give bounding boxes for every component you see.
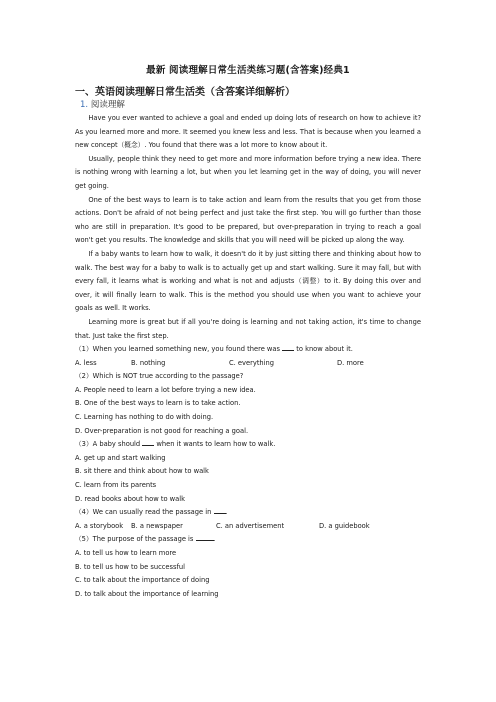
question-label: 阅读理解 bbox=[90, 100, 125, 110]
paragraph: Usually, people think they need to get more and more information before trying a new idea. There is nothing wrong with learning a lot, but when you let learning get in the way of doing, you will never get going. bbox=[75, 154, 421, 190]
question-header bbox=[80, 98, 125, 110]
option: B. nothing bbox=[131, 358, 166, 367]
question-stem: （5）The purpose of the passage is . bbox=[75, 535, 216, 544]
option: C. learn from its parents bbox=[75, 481, 157, 490]
passage-body bbox=[75, 112, 421, 601]
answer-blank bbox=[214, 507, 226, 514]
option: D. a guidebook bbox=[319, 521, 370, 530]
option: B. a newspaper bbox=[131, 521, 183, 530]
answer-blank bbox=[282, 344, 294, 351]
option: A. less bbox=[75, 358, 97, 367]
paragraph: Learning more is great but if all you're doing is learning and not taking action, it's time to change that. Just take the first step. bbox=[75, 317, 421, 340]
option: B. sit there and think about how to walk bbox=[75, 467, 209, 476]
option: B. One of the best ways to learn is to take action. bbox=[75, 399, 241, 408]
answer-blank bbox=[196, 534, 214, 541]
options-row bbox=[75, 520, 421, 534]
options-row bbox=[75, 357, 421, 371]
option: D. read books about how to walk bbox=[75, 494, 185, 503]
paragraph: Have you ever wanted to achieve a goal and ended up doing lots of research on how to achieve it? As you learned more and more. It seemed you knew less and less. That is because when you learned a new concept（概念）. You found that there was a lot more to know about it. bbox=[75, 114, 421, 150]
answer-blank bbox=[142, 439, 154, 446]
paragraph: If a baby wants to learn how to walk, it doesn't do it by just sitting there and thinking about how to walk. The best way for a baby to walk is to actually get up and start walking. Sure it may fall, but with every fall, it learns what is working and what is not and adjusts（调整）to it. By doing this over and over, it will finally learn to walk. This is the method you should use when you want to achieve your goals as well. It works. bbox=[75, 249, 421, 313]
question-stem: （3）A baby should when it wants to learn how to walk. bbox=[75, 440, 276, 449]
option: D. to talk about the importance of learning bbox=[75, 589, 219, 598]
option: C. an advertisement bbox=[216, 521, 285, 530]
document-title: 最新 阅读理解日常生活类练习题(含答案)经典1 bbox=[146, 65, 350, 76]
option: C. everything bbox=[229, 358, 275, 367]
option: D. more bbox=[337, 358, 364, 367]
option: B. to tell us how to be successful bbox=[75, 562, 185, 571]
option: A. to tell us how to learn more bbox=[75, 549, 177, 557]
option: C. to talk about the importance of doing bbox=[75, 576, 210, 585]
question-stem: （2）Which is NOT true according to the passage? bbox=[75, 372, 244, 381]
question-stem: （4）We can usually read the passage in . bbox=[75, 508, 228, 517]
option: A. a storybook bbox=[75, 521, 124, 530]
section-heading: 一、英语阅读理解日常生活类（含答案详细解析） bbox=[75, 87, 295, 98]
option: D. Over-preparation is not good for reaching a goal. bbox=[75, 426, 249, 435]
question-number: 1. bbox=[80, 100, 89, 110]
option: A. People need to learn a lot before trying a new idea. bbox=[75, 385, 256, 394]
option: C. Learning has nothing to do with doing. bbox=[75, 413, 214, 422]
question-stem: （1）When you learned something new, you found there was to know about it. bbox=[75, 345, 353, 354]
option: A. get up and start walking bbox=[75, 453, 166, 462]
paragraph: One of the best ways to learn is to take action and learn from the results that you get from those actions. Don't be afraid of not being perfect and just take the first step. You will go further than those who are still in preparation. It's good to be prepared, but over-preparation in trying to reach a goal won't get you results. The knowledge and skills that you will need will be picked up along the way. bbox=[75, 195, 421, 245]
